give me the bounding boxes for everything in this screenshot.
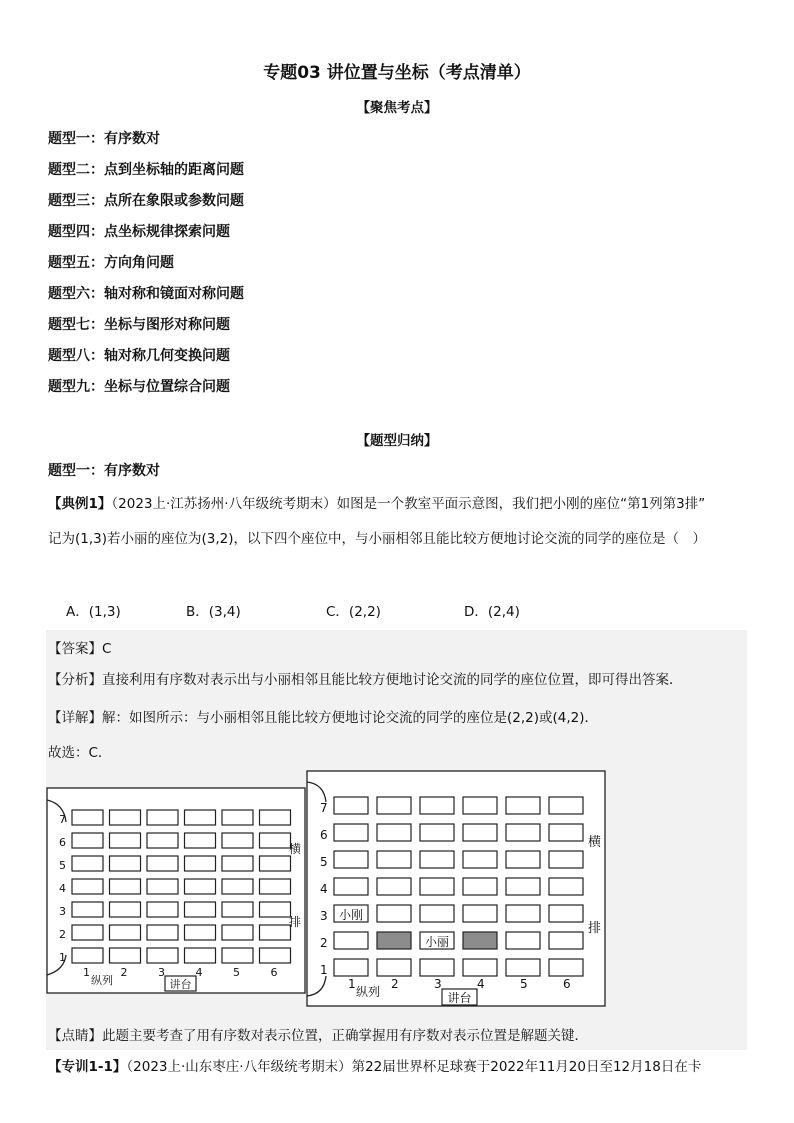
row-label: 1 — [59, 951, 66, 964]
example-line-2: 记为(1,3)若小丽的座位为(3,2)，以下四个座位中，与小丽相邻且能比较方便地讨论交流的同学的座位是（ ） — [48, 531, 707, 547]
seat — [420, 878, 454, 895]
column-label: 1 — [83, 966, 90, 979]
option-b: B．(3,4) — [186, 604, 241, 620]
seat — [463, 824, 497, 841]
row-label: 4 — [59, 882, 66, 895]
example-tag: 【典例1】 — [48, 496, 112, 512]
page-title: 专题03 讲位置与坐标（考点清单） — [263, 63, 531, 83]
seat — [506, 878, 540, 895]
column-label: 5 — [520, 977, 528, 991]
seat — [506, 797, 540, 814]
topic-item: 题型一：有序数对 — [48, 131, 160, 147]
seat — [110, 948, 141, 963]
column-label: 6 — [270, 966, 278, 979]
seat — [420, 959, 454, 976]
seat — [377, 878, 411, 895]
column-label: 4 — [477, 977, 485, 991]
topic-item: 题型四：点坐标规律探索问题 — [48, 224, 230, 240]
seat — [463, 959, 497, 976]
row-label: 5 — [320, 855, 328, 869]
topic-item: 题型六：轴对称和镜面对称问题 — [48, 286, 244, 302]
seat — [110, 902, 141, 917]
seat — [549, 797, 583, 814]
row-label: 3 — [320, 909, 328, 923]
seat — [377, 797, 411, 814]
side-label-horizontal: 横 — [289, 842, 302, 856]
column-word: 纵列 — [91, 974, 113, 987]
row-label: 2 — [59, 928, 66, 941]
seat — [72, 833, 103, 848]
seat — [549, 878, 583, 895]
column-label: 3 — [158, 966, 165, 979]
seat — [420, 824, 454, 841]
column-label: 3 — [434, 977, 442, 991]
seat — [377, 851, 411, 868]
seat — [549, 932, 583, 949]
seat — [72, 925, 103, 940]
seat — [222, 948, 253, 963]
seat — [334, 932, 368, 949]
seat — [110, 810, 141, 825]
seat — [334, 959, 368, 976]
seat — [506, 851, 540, 868]
answer-line: 【答案】C — [48, 641, 112, 657]
seat — [506, 905, 540, 922]
topic-item: 题型九：坐标与位置综合问题 — [48, 379, 230, 395]
seat — [147, 810, 178, 825]
seat — [506, 932, 540, 949]
seat — [420, 797, 454, 814]
option-a: A．(1,3) — [66, 604, 121, 620]
comment-tag: 【点睛】 — [48, 1028, 102, 1044]
seat — [147, 902, 178, 917]
seat — [260, 902, 291, 917]
seat — [185, 856, 216, 871]
row-label: 6 — [320, 828, 328, 842]
seat — [185, 948, 216, 963]
topic-item: 题型三：点所在象限或参数问题 — [48, 193, 244, 209]
seat — [72, 902, 103, 917]
column-label: 1 — [348, 977, 356, 991]
seat — [377, 824, 411, 841]
topic-item: 题型七：坐标与图形对称问题 — [48, 317, 230, 333]
detail-tag: 【详解】 — [48, 710, 102, 726]
summary-heading: 【题型归纳】 — [356, 433, 438, 449]
seat — [222, 879, 253, 894]
seat — [377, 959, 411, 976]
seat — [260, 833, 291, 848]
seat — [506, 959, 540, 976]
drill-line — [48, 1055, 701, 1075]
seat — [147, 925, 178, 940]
seat — [147, 856, 178, 871]
column-label: 4 — [195, 966, 203, 979]
seat — [463, 878, 497, 895]
podium-label: 讲台 — [169, 978, 192, 991]
row-label: 2 — [320, 936, 328, 950]
seat — [72, 879, 103, 894]
comment-text: 此题主要考查了用有序数对表示位置，正确掌握用有序数对表示位置是解题关键． — [102, 1028, 588, 1044]
seat — [222, 925, 253, 940]
seat — [463, 797, 497, 814]
side-label-row: 排 — [588, 921, 602, 936]
podium-label: 讲台 — [447, 991, 472, 1005]
seat — [463, 905, 497, 922]
row-label: 6 — [59, 836, 66, 849]
seat — [549, 851, 583, 868]
seat — [110, 925, 141, 940]
column-label: 5 — [233, 966, 240, 979]
column-label: 2 — [391, 977, 399, 991]
seat — [110, 879, 141, 894]
seat — [260, 948, 291, 963]
seat-label: 小刚 — [338, 908, 364, 922]
seat — [260, 810, 291, 825]
seat — [260, 925, 291, 940]
seat — [185, 925, 216, 940]
seat — [549, 905, 583, 922]
topic-item: 题型五：方向角问题 — [48, 255, 174, 271]
seat — [506, 824, 540, 841]
seat — [185, 902, 216, 917]
seat — [420, 905, 454, 922]
column-label: 2 — [120, 966, 128, 979]
seat — [377, 905, 411, 922]
topic-item: 题型八：轴对称几何变换问题 — [48, 348, 230, 364]
seat — [420, 851, 454, 868]
seat — [222, 856, 253, 871]
seat — [334, 797, 368, 814]
seat — [260, 856, 291, 871]
seat — [147, 879, 178, 894]
seat — [463, 851, 497, 868]
column-label: 6 — [563, 977, 571, 991]
seat — [72, 948, 103, 963]
option-c: C．(2,2) — [326, 604, 381, 620]
focus-heading: 【聚焦考点】 — [356, 100, 438, 116]
seat — [185, 810, 216, 825]
row-label: 3 — [59, 905, 66, 918]
seat — [334, 878, 368, 895]
seat-highlighted — [377, 932, 411, 949]
row-label: 7 — [59, 813, 66, 826]
detail-text: 解：如图所示：与小丽相邻且能比较方便地讨论交流的同学的座位是(2,2)或(4,2)． — [102, 710, 599, 726]
seat — [549, 824, 583, 841]
seat — [222, 902, 253, 917]
analysis-text: 直接利用有序数对表示出与小丽相邻且能比较方便地讨论交流的同学的座位位置，即可得出答案． — [102, 672, 683, 688]
seat — [147, 833, 178, 848]
topic-item: 题型二：点到坐标轴的距离问题 — [48, 162, 244, 178]
seat — [222, 810, 253, 825]
seat-highlighted — [463, 932, 497, 949]
seat — [185, 833, 216, 848]
seat — [334, 851, 368, 868]
side-label-horizontal: 横 — [588, 835, 602, 850]
seat — [147, 948, 178, 963]
row-label: 5 — [59, 859, 66, 872]
example-text-1: （2023上·江苏扬州·八年级统考期末）如图是一个教室平面示意图，我们把小刚的座位“第1列第3排” — [111, 496, 706, 512]
seat — [110, 833, 141, 848]
seat — [549, 959, 583, 976]
seat — [185, 879, 216, 894]
seat — [72, 856, 103, 871]
section-title: 题型一：有序数对 — [48, 463, 160, 479]
seat — [260, 879, 291, 894]
seat — [72, 810, 103, 825]
option-d: D．(2,4) — [464, 604, 520, 620]
comment-line — [48, 1024, 588, 1044]
seat — [110, 856, 141, 871]
seat — [334, 824, 368, 841]
seat-label: 小丽 — [424, 935, 450, 949]
analysis-tag: 【分析】 — [48, 672, 102, 688]
side-label-row: 排 — [289, 915, 302, 929]
drill-tag: 【专训1-1】 — [48, 1059, 127, 1075]
column-word: 纵列 — [356, 985, 381, 999]
seat — [222, 833, 253, 848]
row-label: 4 — [320, 882, 328, 896]
drill-text: （2023上·山东枣庄·八年级统考期末）第22届世界杯足球赛于2022年11月20日至12月18日在卡 — [126, 1059, 702, 1075]
row-label: 1 — [320, 963, 328, 977]
row-label: 7 — [320, 801, 328, 815]
choose-line: 故选：C． — [48, 745, 112, 761]
